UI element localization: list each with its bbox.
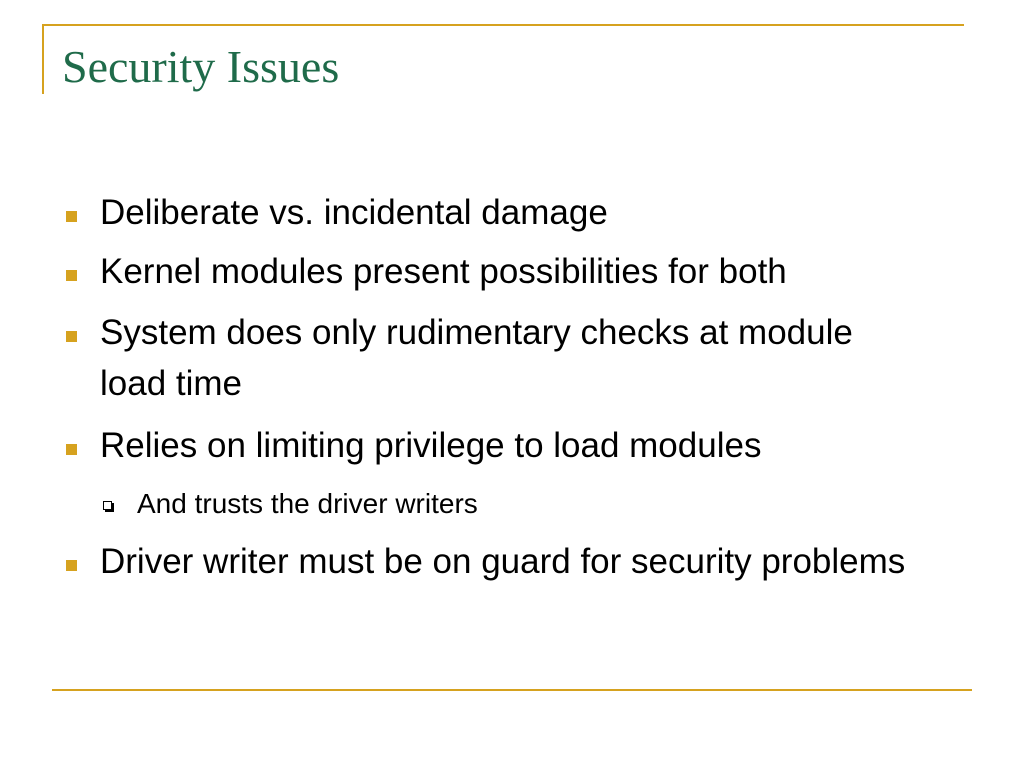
bullet-item: Kernel modules present possibilities for both [100,252,787,291]
bottom-rule [52,689,972,691]
hollow-square-bullet-icon [103,501,112,510]
bullet-item: Relies on limiting privilege to load modules [100,426,762,465]
bullet-item: Deliberate vs. incidental damage [100,193,608,232]
bullet-item: System does only rudimentary checks at module load time [100,313,853,403]
square-bullet-icon [66,560,77,571]
slide-title: Security Issues [62,41,340,92]
square-bullet-icon [66,444,77,455]
bullet-item: Driver writer must be on guard for security problems [100,542,906,581]
sub-bullet-item: And trusts the driver writers [137,488,478,519]
square-bullet-icon [66,270,77,281]
square-bullet-icon [66,211,77,222]
square-bullet-icon [66,331,77,342]
